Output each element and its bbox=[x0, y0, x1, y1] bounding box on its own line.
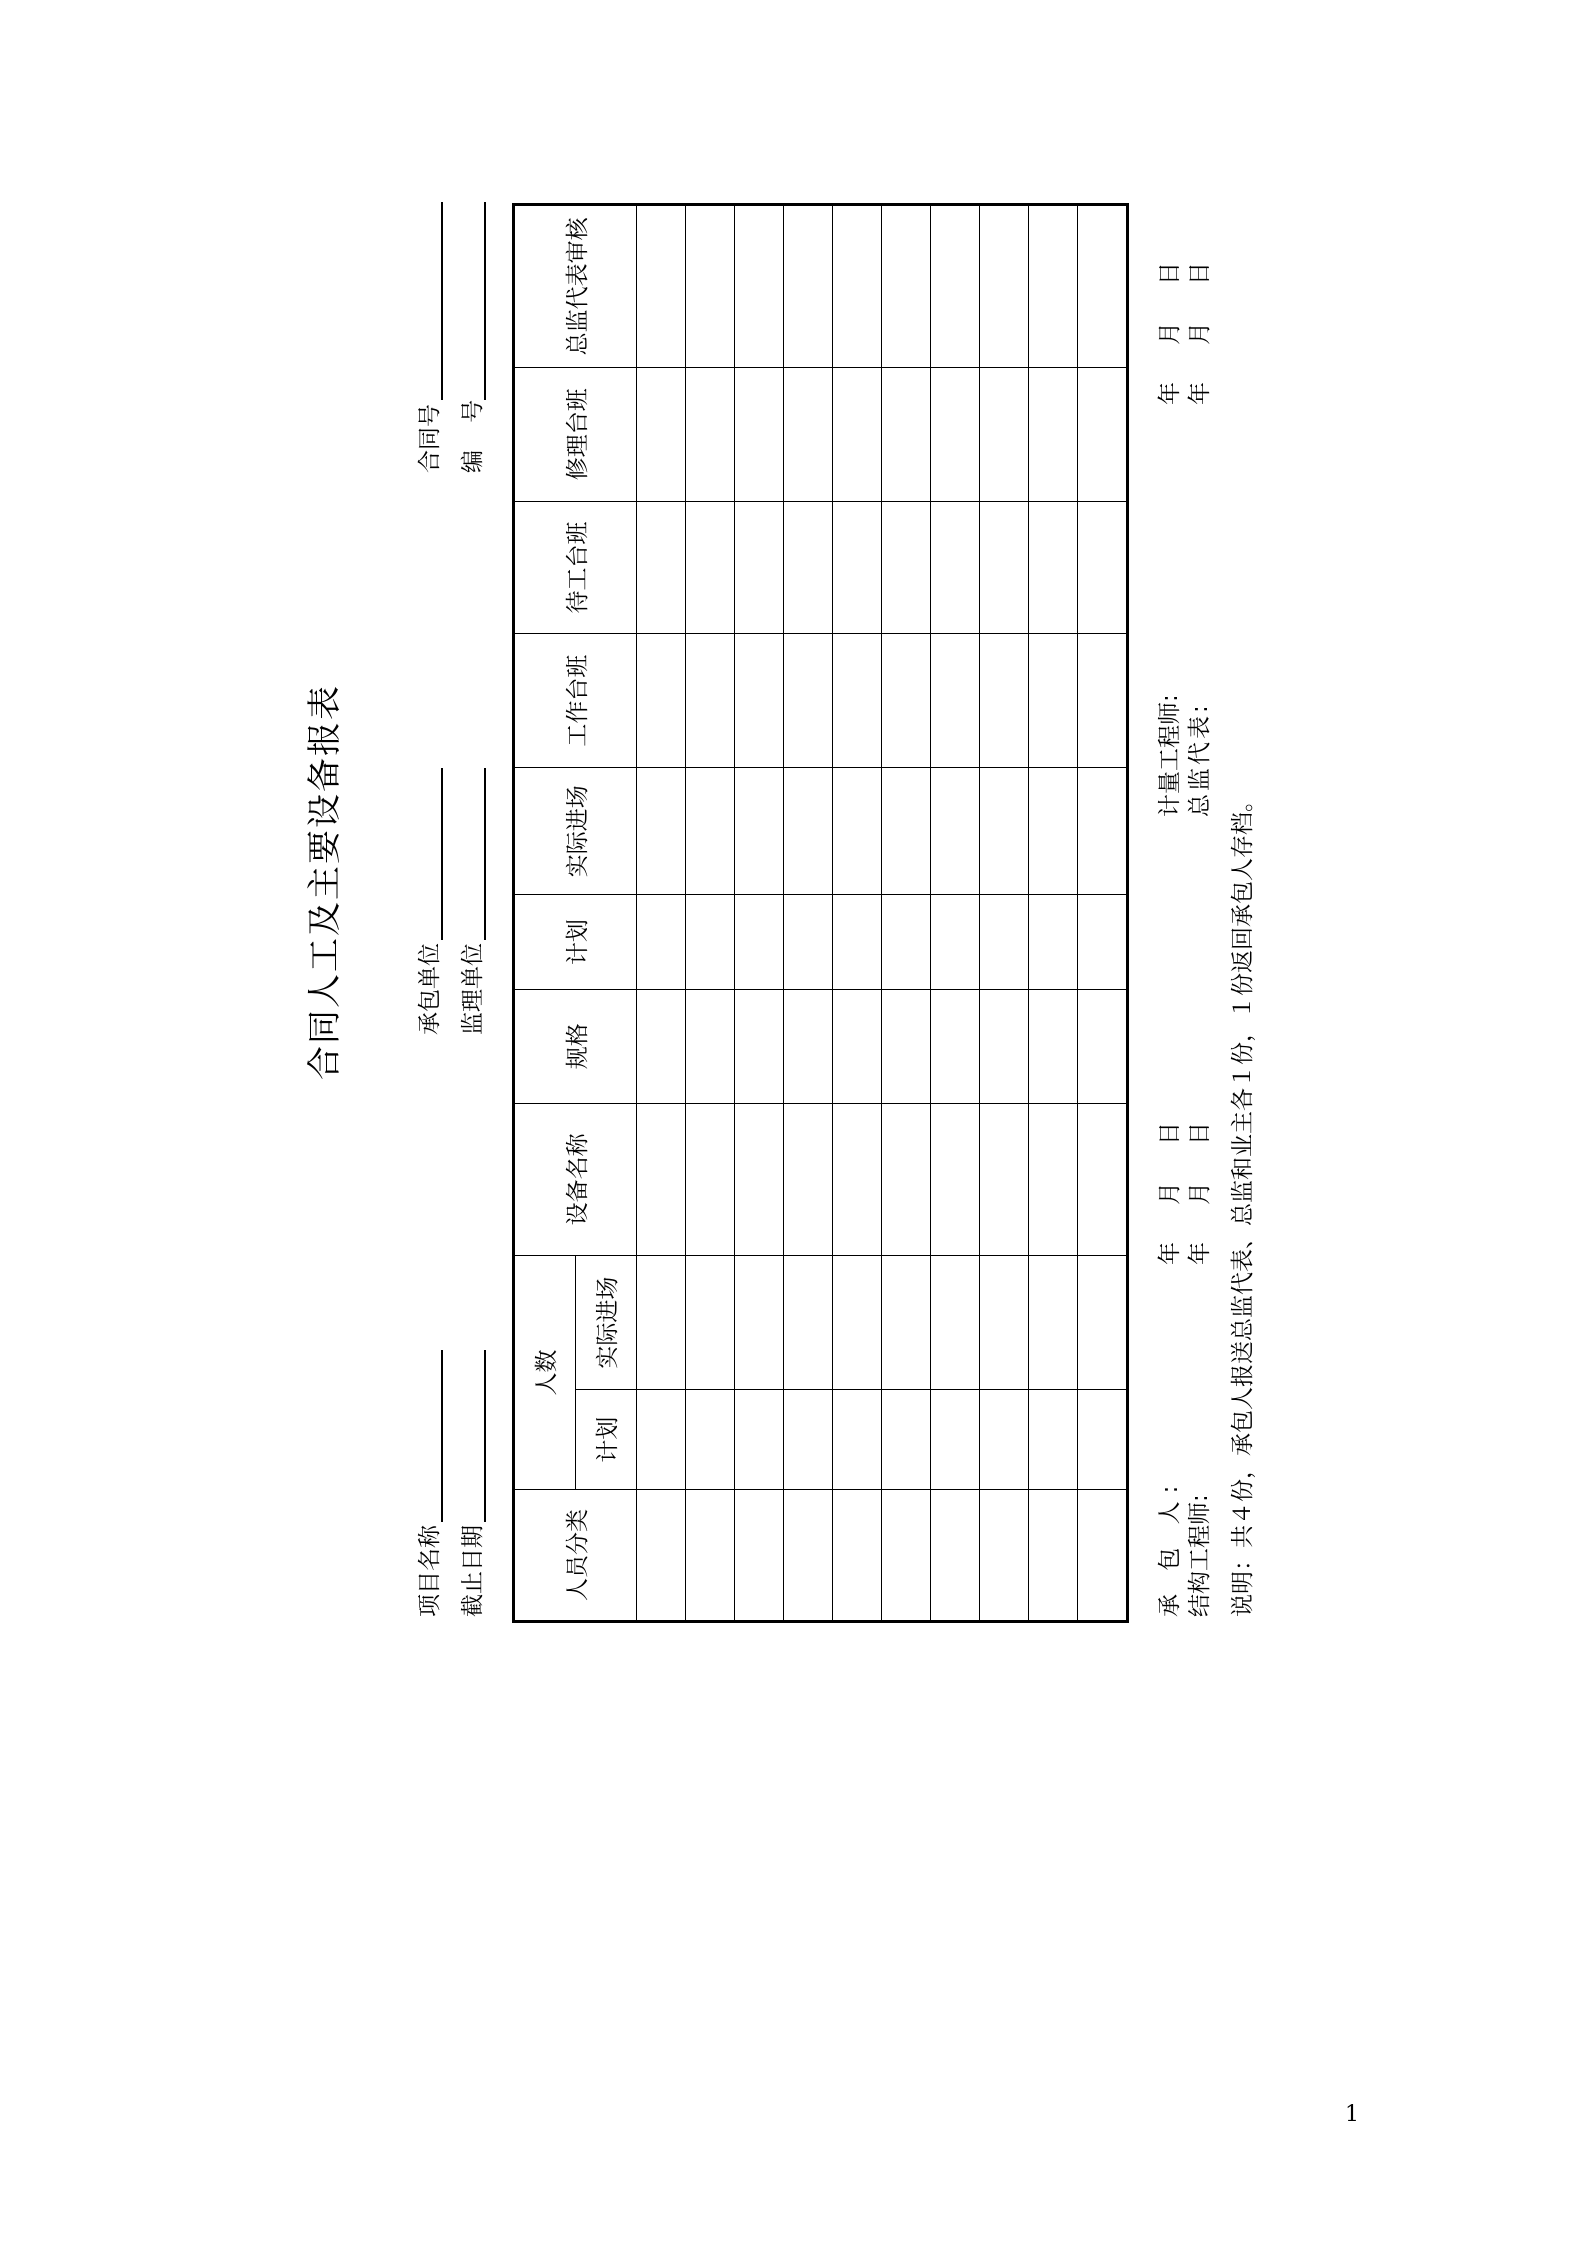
contract-no-field[interactable] bbox=[441, 202, 443, 400]
table-cell[interactable] bbox=[734, 634, 783, 768]
table-row bbox=[734, 205, 783, 1622]
table-cell[interactable] bbox=[1077, 989, 1127, 1103]
table-cell[interactable] bbox=[930, 1390, 979, 1490]
table-cell[interactable] bbox=[734, 1103, 783, 1255]
structural-engineer-label: 结构工程师: bbox=[1187, 1494, 1213, 1617]
table-cell[interactable] bbox=[783, 1256, 832, 1390]
table-cell[interactable] bbox=[783, 768, 832, 895]
table-cell[interactable] bbox=[1077, 895, 1127, 990]
serial-no-field[interactable] bbox=[484, 202, 486, 400]
table-cell[interactable] bbox=[881, 1256, 930, 1390]
chief-supervisor-rep-label: 总监代表: bbox=[1187, 702, 1213, 817]
table-cell[interactable] bbox=[685, 367, 734, 501]
table-cell[interactable] bbox=[1077, 1256, 1127, 1390]
table-cell[interactable] bbox=[636, 989, 685, 1103]
table-cell[interactable] bbox=[930, 367, 979, 501]
table-row bbox=[685, 205, 734, 1622]
structural-engineer-date-day: 日 bbox=[1187, 1122, 1213, 1145]
table-cell[interactable] bbox=[734, 1390, 783, 1490]
page-number: 1 bbox=[1345, 2102, 1359, 2127]
table-cell[interactable] bbox=[930, 989, 979, 1103]
table-cell[interactable] bbox=[1077, 501, 1127, 633]
table-cell[interactable] bbox=[881, 367, 930, 501]
table-cell[interactable] bbox=[783, 1103, 832, 1255]
table-cell[interactable] bbox=[930, 768, 979, 895]
structural-engineer-date-year: 年 bbox=[1187, 1242, 1213, 1265]
table-cell[interactable] bbox=[685, 1390, 734, 1490]
col-headcount: 人数 bbox=[514, 1256, 576, 1490]
chief-supervisor-rep-date-year: 年 bbox=[1187, 382, 1213, 405]
project-name-field[interactable] bbox=[441, 1350, 443, 1522]
table-cell[interactable] bbox=[685, 1489, 734, 1621]
table-cell[interactable] bbox=[1077, 1390, 1127, 1490]
table-cell[interactable] bbox=[1028, 895, 1077, 990]
table-cell[interactable] bbox=[930, 1103, 979, 1255]
table-row bbox=[1077, 205, 1127, 1622]
table-cell[interactable] bbox=[636, 501, 685, 633]
table-cell[interactable] bbox=[1028, 1390, 1077, 1490]
table-cell[interactable] bbox=[685, 989, 734, 1103]
table-cell[interactable] bbox=[832, 1489, 881, 1621]
table-cell[interactable] bbox=[1028, 634, 1077, 768]
col-working-shifts: 工作台班 bbox=[514, 634, 637, 768]
table-cell[interactable] bbox=[1028, 768, 1077, 895]
table-cell[interactable] bbox=[734, 367, 783, 501]
cutoff-date-field[interactable] bbox=[484, 1350, 486, 1522]
table-cell[interactable] bbox=[1028, 367, 1077, 501]
table-cell[interactable] bbox=[1077, 634, 1127, 768]
table-cell[interactable] bbox=[636, 205, 685, 368]
table-cell[interactable] bbox=[1028, 1489, 1077, 1621]
table-cell[interactable] bbox=[783, 1489, 832, 1621]
col-equipment-name: 设备名称 bbox=[514, 1103, 637, 1255]
table-row bbox=[1028, 205, 1077, 1622]
chief-supervisor-rep-date-day: 日 bbox=[1187, 262, 1213, 285]
rotated-report-form bbox=[295, 195, 1295, 1625]
table-row bbox=[636, 205, 685, 1622]
table-cell[interactable] bbox=[636, 1390, 685, 1490]
contractor-unit-label: 承包单位 bbox=[417, 943, 443, 1035]
supervision-unit-field[interactable] bbox=[484, 768, 486, 940]
table-cell[interactable] bbox=[1077, 1103, 1127, 1255]
table-cell[interactable] bbox=[685, 768, 734, 895]
table-cell[interactable] bbox=[979, 768, 1028, 895]
contractor-signature-label: 承 包 人: bbox=[1157, 1477, 1183, 1617]
table-cell[interactable] bbox=[685, 1256, 734, 1390]
table-cell[interactable] bbox=[734, 205, 783, 368]
table-row bbox=[783, 205, 832, 1622]
table-cell[interactable] bbox=[881, 989, 930, 1103]
table-cell[interactable] bbox=[685, 1103, 734, 1255]
table-row bbox=[832, 205, 881, 1622]
table-cell[interactable] bbox=[1028, 501, 1077, 633]
table-cell[interactable] bbox=[1077, 367, 1127, 501]
table-cell[interactable] bbox=[930, 1489, 979, 1621]
table-cell[interactable] bbox=[832, 367, 881, 501]
table-cell[interactable] bbox=[979, 1489, 1028, 1621]
table-cell[interactable] bbox=[734, 1256, 783, 1390]
supervision-unit-label: 监理单位 bbox=[460, 943, 486, 1035]
table-cell[interactable] bbox=[1028, 1103, 1077, 1255]
table-cell[interactable] bbox=[636, 768, 685, 895]
col-idle-shifts: 待工台班 bbox=[514, 501, 637, 633]
table-cell[interactable] bbox=[783, 501, 832, 633]
table-cell[interactable] bbox=[734, 1489, 783, 1621]
col-equipment-plan: 计划 bbox=[514, 895, 637, 990]
chief-supervisor-rep-date-month: 月 bbox=[1187, 322, 1213, 345]
table-cell[interactable] bbox=[832, 895, 881, 990]
table-cell[interactable] bbox=[636, 1103, 685, 1255]
col-repair-shifts: 修理台班 bbox=[514, 367, 637, 501]
table-cell[interactable] bbox=[979, 367, 1028, 501]
metering-engineer-label: 计量工程师: bbox=[1157, 694, 1183, 817]
table-cell[interactable] bbox=[979, 989, 1028, 1103]
table-cell[interactable] bbox=[1077, 205, 1127, 368]
table-cell[interactable] bbox=[930, 205, 979, 368]
table-cell[interactable] bbox=[979, 501, 1028, 633]
table-cell[interactable] bbox=[734, 989, 783, 1103]
table-cell[interactable] bbox=[783, 634, 832, 768]
table-cell[interactable] bbox=[881, 205, 930, 368]
table-row bbox=[979, 205, 1028, 1622]
metering-engineer-date-year: 年 bbox=[1157, 382, 1183, 405]
table-cell[interactable] bbox=[832, 1103, 881, 1255]
table-cell[interactable] bbox=[685, 895, 734, 990]
table-cell[interactable] bbox=[979, 1256, 1028, 1390]
table-cell[interactable] bbox=[881, 1489, 930, 1621]
table-cell[interactable] bbox=[734, 768, 783, 895]
table-cell[interactable] bbox=[636, 634, 685, 768]
contractor-unit-field[interactable] bbox=[441, 768, 443, 940]
table-cell[interactable] bbox=[685, 501, 734, 633]
table-cell[interactable] bbox=[832, 501, 881, 633]
table-cell[interactable] bbox=[636, 895, 685, 990]
table-cell[interactable] bbox=[636, 367, 685, 501]
table-cell[interactable] bbox=[930, 634, 979, 768]
form-title: 合同人工及主要设备报表 bbox=[305, 684, 345, 1080]
table-cell[interactable] bbox=[979, 205, 1028, 368]
contractor-date-year: 年 bbox=[1157, 1242, 1183, 1265]
table-cell[interactable] bbox=[881, 1103, 930, 1255]
table-cell[interactable] bbox=[636, 1256, 685, 1390]
table-cell[interactable] bbox=[979, 634, 1028, 768]
table-cell[interactable] bbox=[636, 1489, 685, 1621]
metering-engineer-date-month: 月 bbox=[1157, 322, 1183, 345]
table-cell[interactable] bbox=[979, 1103, 1028, 1255]
col-equipment-actual: 实际进场 bbox=[514, 768, 637, 895]
contractor-date-day: 日 bbox=[1157, 1122, 1183, 1145]
table-cell[interactable] bbox=[881, 1390, 930, 1490]
col-specification: 规格 bbox=[514, 989, 637, 1103]
table-cell[interactable] bbox=[881, 634, 930, 768]
table-cell[interactable] bbox=[832, 989, 881, 1103]
table-cell[interactable] bbox=[1028, 1256, 1077, 1390]
col-headcount-actual: 实际进场 bbox=[575, 1256, 636, 1390]
table-cell[interactable] bbox=[832, 634, 881, 768]
table-cell[interactable] bbox=[734, 501, 783, 633]
table-row bbox=[930, 205, 979, 1622]
metering-engineer-date-day: 日 bbox=[1157, 262, 1183, 285]
cutoff-date-label: 截止日期 bbox=[460, 1525, 486, 1617]
project-name-label: 项目名称 bbox=[417, 1525, 443, 1617]
serial-no-label: 编 号 bbox=[460, 389, 486, 473]
contractor-date-month: 月 bbox=[1157, 1182, 1183, 1205]
table-cell[interactable] bbox=[930, 895, 979, 990]
table-cell[interactable] bbox=[685, 634, 734, 768]
report-table bbox=[512, 203, 1129, 1623]
table-cell[interactable] bbox=[881, 768, 930, 895]
col-chief-supervisor-review: 总监代表审核 bbox=[514, 205, 637, 368]
col-headcount-plan: 计划 bbox=[575, 1390, 636, 1490]
table-cell[interactable] bbox=[881, 895, 930, 990]
table-cell[interactable] bbox=[783, 1390, 832, 1490]
table-cell[interactable] bbox=[979, 1390, 1028, 1490]
table-cell[interactable] bbox=[1077, 768, 1127, 895]
table-cell[interactable] bbox=[734, 895, 783, 990]
table-cell[interactable] bbox=[1028, 989, 1077, 1103]
table-cell[interactable] bbox=[832, 768, 881, 895]
table-cell[interactable] bbox=[783, 205, 832, 368]
table-cell[interactable] bbox=[832, 205, 881, 368]
table-cell[interactable] bbox=[930, 1256, 979, 1390]
table-cell[interactable] bbox=[783, 367, 832, 501]
contract-no-label: 合同号 bbox=[417, 404, 443, 473]
structural-engineer-date-month: 月 bbox=[1187, 1182, 1213, 1205]
table-cell[interactable] bbox=[832, 1390, 881, 1490]
table-cell[interactable] bbox=[832, 1256, 881, 1390]
col-personnel-category: 人员分类 bbox=[514, 1489, 637, 1621]
table-cell[interactable] bbox=[685, 205, 734, 368]
table-cell[interactable] bbox=[930, 501, 979, 633]
table-cell[interactable] bbox=[1077, 1489, 1127, 1621]
table-cell[interactable] bbox=[783, 895, 832, 990]
distribution-note: 说明：共４份，承包人报送总监代表、总监和业主各１份，１份返回承包人存档。 bbox=[1230, 789, 1256, 1617]
table-cell[interactable] bbox=[881, 501, 930, 633]
table-cell[interactable] bbox=[783, 989, 832, 1103]
table-row bbox=[881, 205, 930, 1622]
table-cell[interactable] bbox=[1028, 205, 1077, 368]
table-cell[interactable] bbox=[979, 895, 1028, 990]
